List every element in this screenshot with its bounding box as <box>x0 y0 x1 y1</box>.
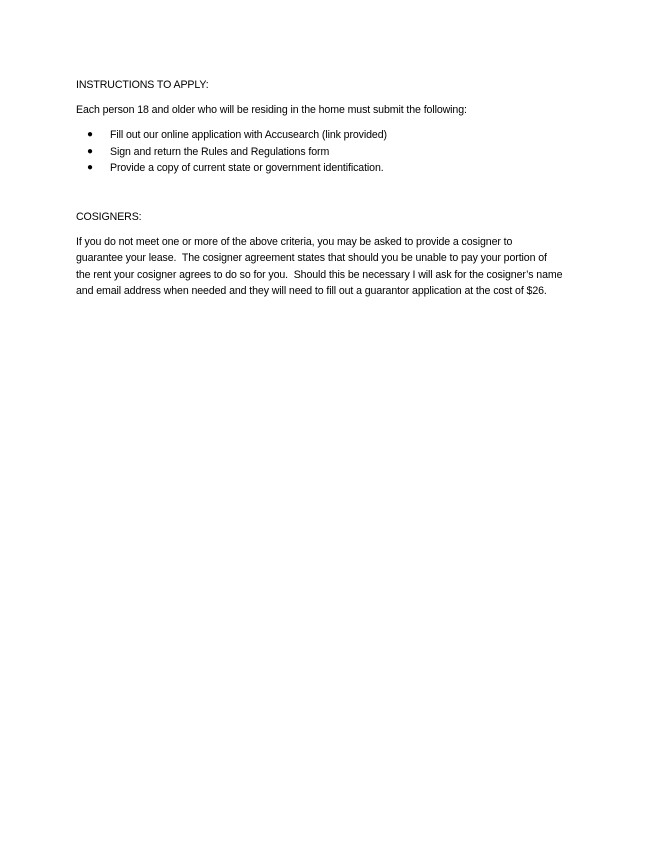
cosigners-heading: COSIGNERS: <box>76 211 142 224</box>
paragraph-line: the rent your cosigner agrees to do so for you. Should this be necessary I will ask for the cosigner’s name <box>76 268 563 281</box>
cosigners-paragraph <box>76 234 576 299</box>
list-item-text: Fill out our online application with Accusearch (link provided) <box>110 129 387 142</box>
document-content <box>76 77 576 299</box>
paragraph-line: guarantee your lease. The cosigner agreement states that should you be unable to pay your portion of <box>76 252 547 265</box>
bullet-icon: ● <box>87 129 93 141</box>
list-item <box>76 144 576 160</box>
list-item <box>76 160 576 176</box>
instructions-heading: INSTRUCTIONS TO APPLY: <box>76 79 209 91</box>
list-item-text: Sign and return the Rules and Regulations form <box>110 145 330 158</box>
bullet-icon: ● <box>87 161 93 173</box>
instructions-list <box>76 127 576 176</box>
paragraph-line: and email address when needed and they will need to fill out a guarantor application at the cost of $26. <box>76 284 547 297</box>
list-item <box>76 127 576 143</box>
bullet-icon: ● <box>87 145 93 157</box>
instructions-intro: Each person 18 and older who will be residing in the home must submit the following: <box>76 104 467 117</box>
list-item-text: Provide a copy of current state or government identification. <box>110 161 384 174</box>
paragraph-line: If you do not meet one or more of the above criteria, you may be asked to provide a cosigner to <box>76 236 513 249</box>
